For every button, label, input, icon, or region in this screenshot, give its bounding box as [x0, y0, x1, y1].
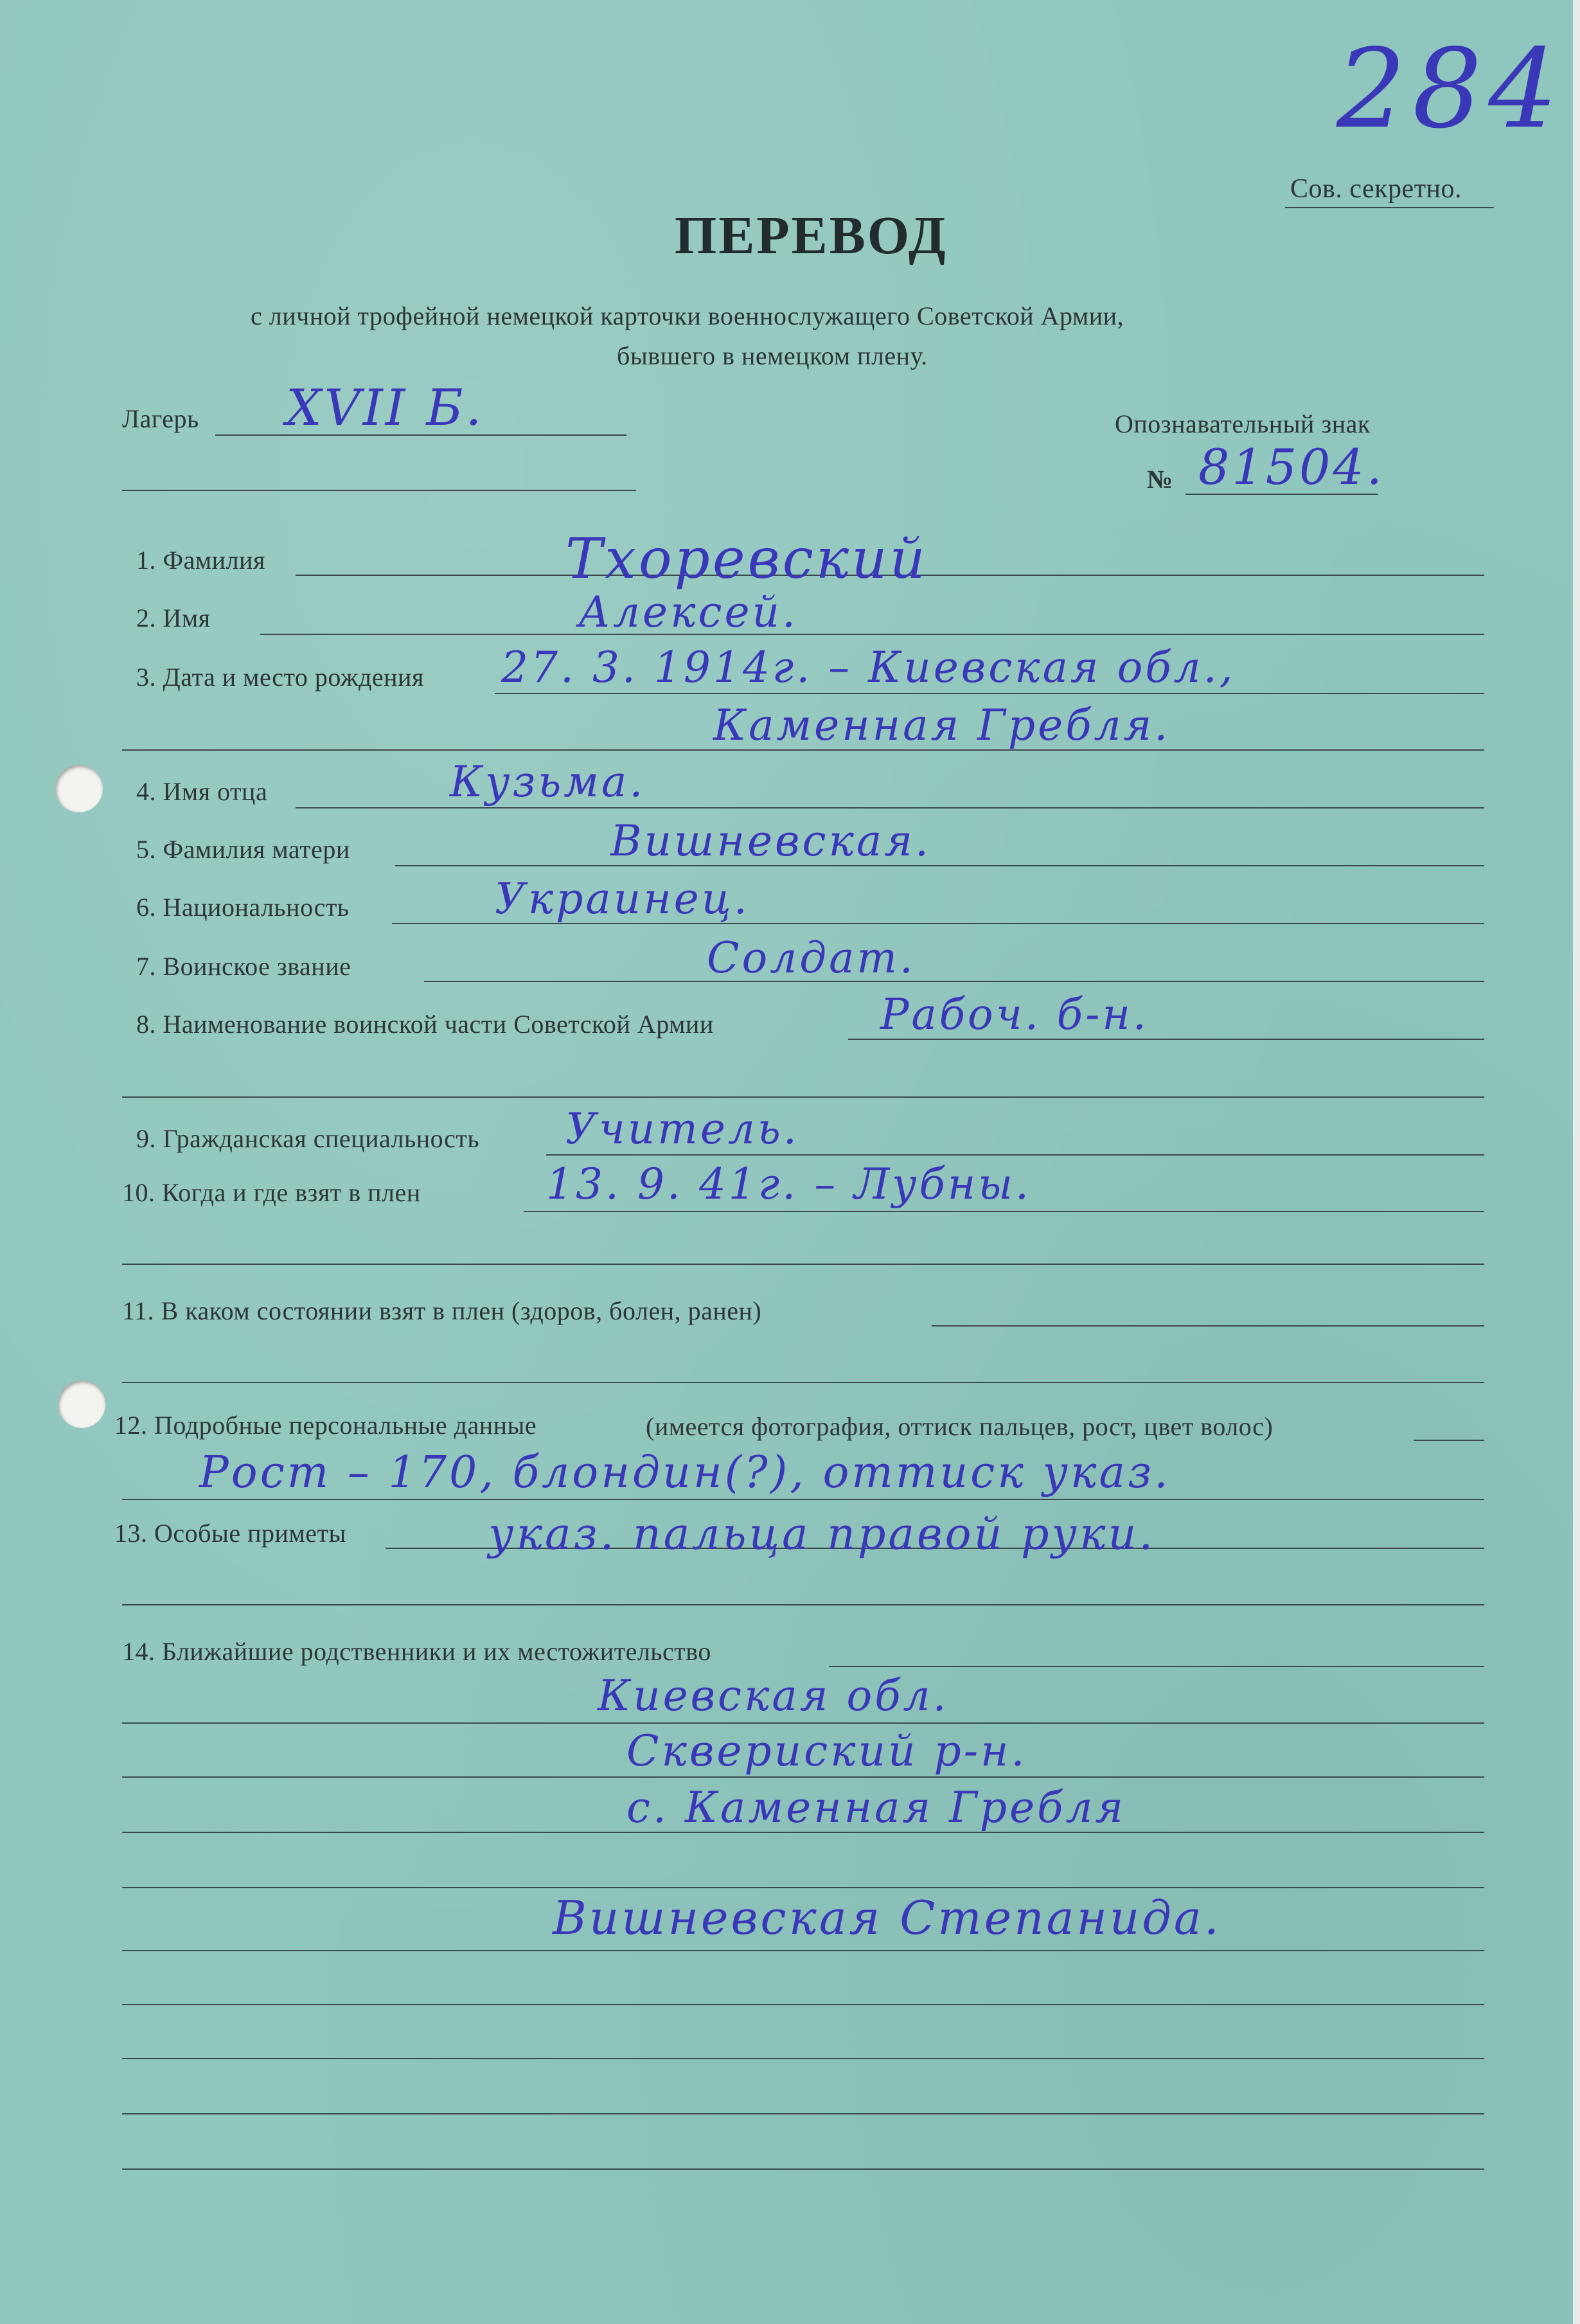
- field-relatives-label: 14. Ближайшие родственники и их местожительство: [122, 1637, 711, 1666]
- field-father-label: 4. Имя отца: [136, 777, 268, 806]
- relatives-value-line3: с. Каменная Гребля: [626, 1783, 1126, 1832]
- id-tag-number-sign: №: [1147, 465, 1173, 494]
- field-mother-value: Вишневская.: [610, 816, 931, 866]
- relatives-line-6: [122, 2004, 1484, 2005]
- field-surname-value: Тхоревский: [565, 527, 928, 591]
- field-birth-value-2: Каменная Гребля.: [713, 701, 1171, 750]
- field-birth-label: 3. Дата и место рождения: [136, 663, 424, 692]
- document-subtitle-line2: бывшего в немецком плену.: [617, 341, 928, 370]
- field-captured-line: [524, 1211, 1484, 1212]
- classification-underline: [1285, 207, 1494, 208]
- field-condition-label: 11. В каком состоянии взят в плен (здоров, болен, ранен): [122, 1296, 762, 1325]
- relatives-value-line2: Сквериский р-н.: [626, 1726, 1027, 1776]
- field-captured-value: 13. 9. 41г. – Лубны.: [546, 1159, 1032, 1209]
- id-tag-value: 81504.: [1198, 438, 1385, 496]
- document-subtitle-line1: с личной трофейной немецкой карточки военнослужащего Советской Армии,: [251, 301, 1124, 330]
- relatives-line-7: [122, 2058, 1484, 2059]
- relatives-line-5: [122, 1950, 1484, 1951]
- camp-line-2: [122, 490, 636, 491]
- field-personal-line-2: [122, 1499, 1484, 1500]
- relatives-line-2: [122, 1776, 1484, 1778]
- field-captured-line-2: [122, 1264, 1484, 1265]
- relatives-line-9: [122, 2168, 1484, 2170]
- field-condition-line: [932, 1325, 1484, 1327]
- camp-label: Лагерь: [122, 404, 199, 433]
- field-rank-line: [424, 981, 1484, 982]
- relatives-line-8: [122, 2113, 1484, 2114]
- relatives-line-4: [122, 1887, 1484, 1888]
- relatives-value-line1: Киевская обл.: [598, 1671, 949, 1721]
- field-profession-value: Учитель.: [565, 1104, 799, 1154]
- punch-hole-upper: [55, 765, 103, 812]
- paper-edge: [1573, 0, 1580, 2324]
- field-birth-value: 27. 3. 1914г. – Киевская обл.,: [501, 643, 1236, 692]
- field-surname-label: 1. Фамилия: [136, 546, 265, 575]
- field-unit-label: 8. Наименование воинской части Советской Армии: [136, 1010, 714, 1039]
- field-rank-label: 7. Воинское звание: [136, 952, 351, 981]
- field-father-value: Кузьма.: [450, 757, 646, 807]
- field-personal-note: (имеется фотография, оттиск пальцев, рост, цвет волос): [646, 1412, 1274, 1441]
- field-rank-value: Солдат.: [707, 933, 916, 983]
- classification-stamp: Сов. секретно.: [1290, 174, 1462, 204]
- field-condition-line-2: [122, 1382, 1484, 1383]
- field-father-line: [296, 807, 1484, 809]
- archive-number: 284: [1336, 26, 1565, 153]
- field-marks-line-2: [122, 1604, 1484, 1605]
- field-mother-line: [395, 865, 1484, 866]
- field-personal-label: 12. Подробные персональные данные: [114, 1411, 537, 1440]
- id-tag-label: Опознавательный знак: [1115, 409, 1371, 438]
- field-personal-line: [1414, 1440, 1484, 1441]
- field-relatives-line: [829, 1666, 1484, 1667]
- relatives-value-line4: Вишневская Степанида.: [553, 1891, 1221, 1945]
- field-unit-line-2: [122, 1096, 1484, 1098]
- field-profession-line: [546, 1154, 1484, 1156]
- field-personal-value: Рост – 170, блондин(?), оттиск указ.: [199, 1447, 1171, 1498]
- field-nationality-value: Украинец.: [495, 874, 750, 924]
- field-mother-label: 5. Фамилия матери: [136, 835, 350, 864]
- field-unit-value: Рабоч. б-н.: [880, 990, 1149, 1039]
- field-name-label: 2. Имя: [136, 603, 211, 632]
- field-name-line: [260, 634, 1484, 635]
- field-marks-value: указ. пальца правой руки.: [488, 1509, 1155, 1560]
- field-marks-label: 13. Особые приметы: [114, 1519, 346, 1548]
- field-nationality-label: 6. Национальность: [136, 893, 350, 922]
- relatives-line-1: [122, 1722, 1484, 1724]
- field-birth-line: [495, 693, 1484, 694]
- field-name-value: Алексей.: [578, 587, 798, 637]
- camp-value: XVII Б.: [286, 379, 484, 437]
- field-captured-label: 10. Когда и где взят в плен: [122, 1178, 421, 1207]
- field-profession-label: 9. Гражданская специальность: [136, 1124, 480, 1153]
- document-title: ПЕРЕВОД: [675, 206, 948, 265]
- punch-hole-lower: [58, 1381, 105, 1428]
